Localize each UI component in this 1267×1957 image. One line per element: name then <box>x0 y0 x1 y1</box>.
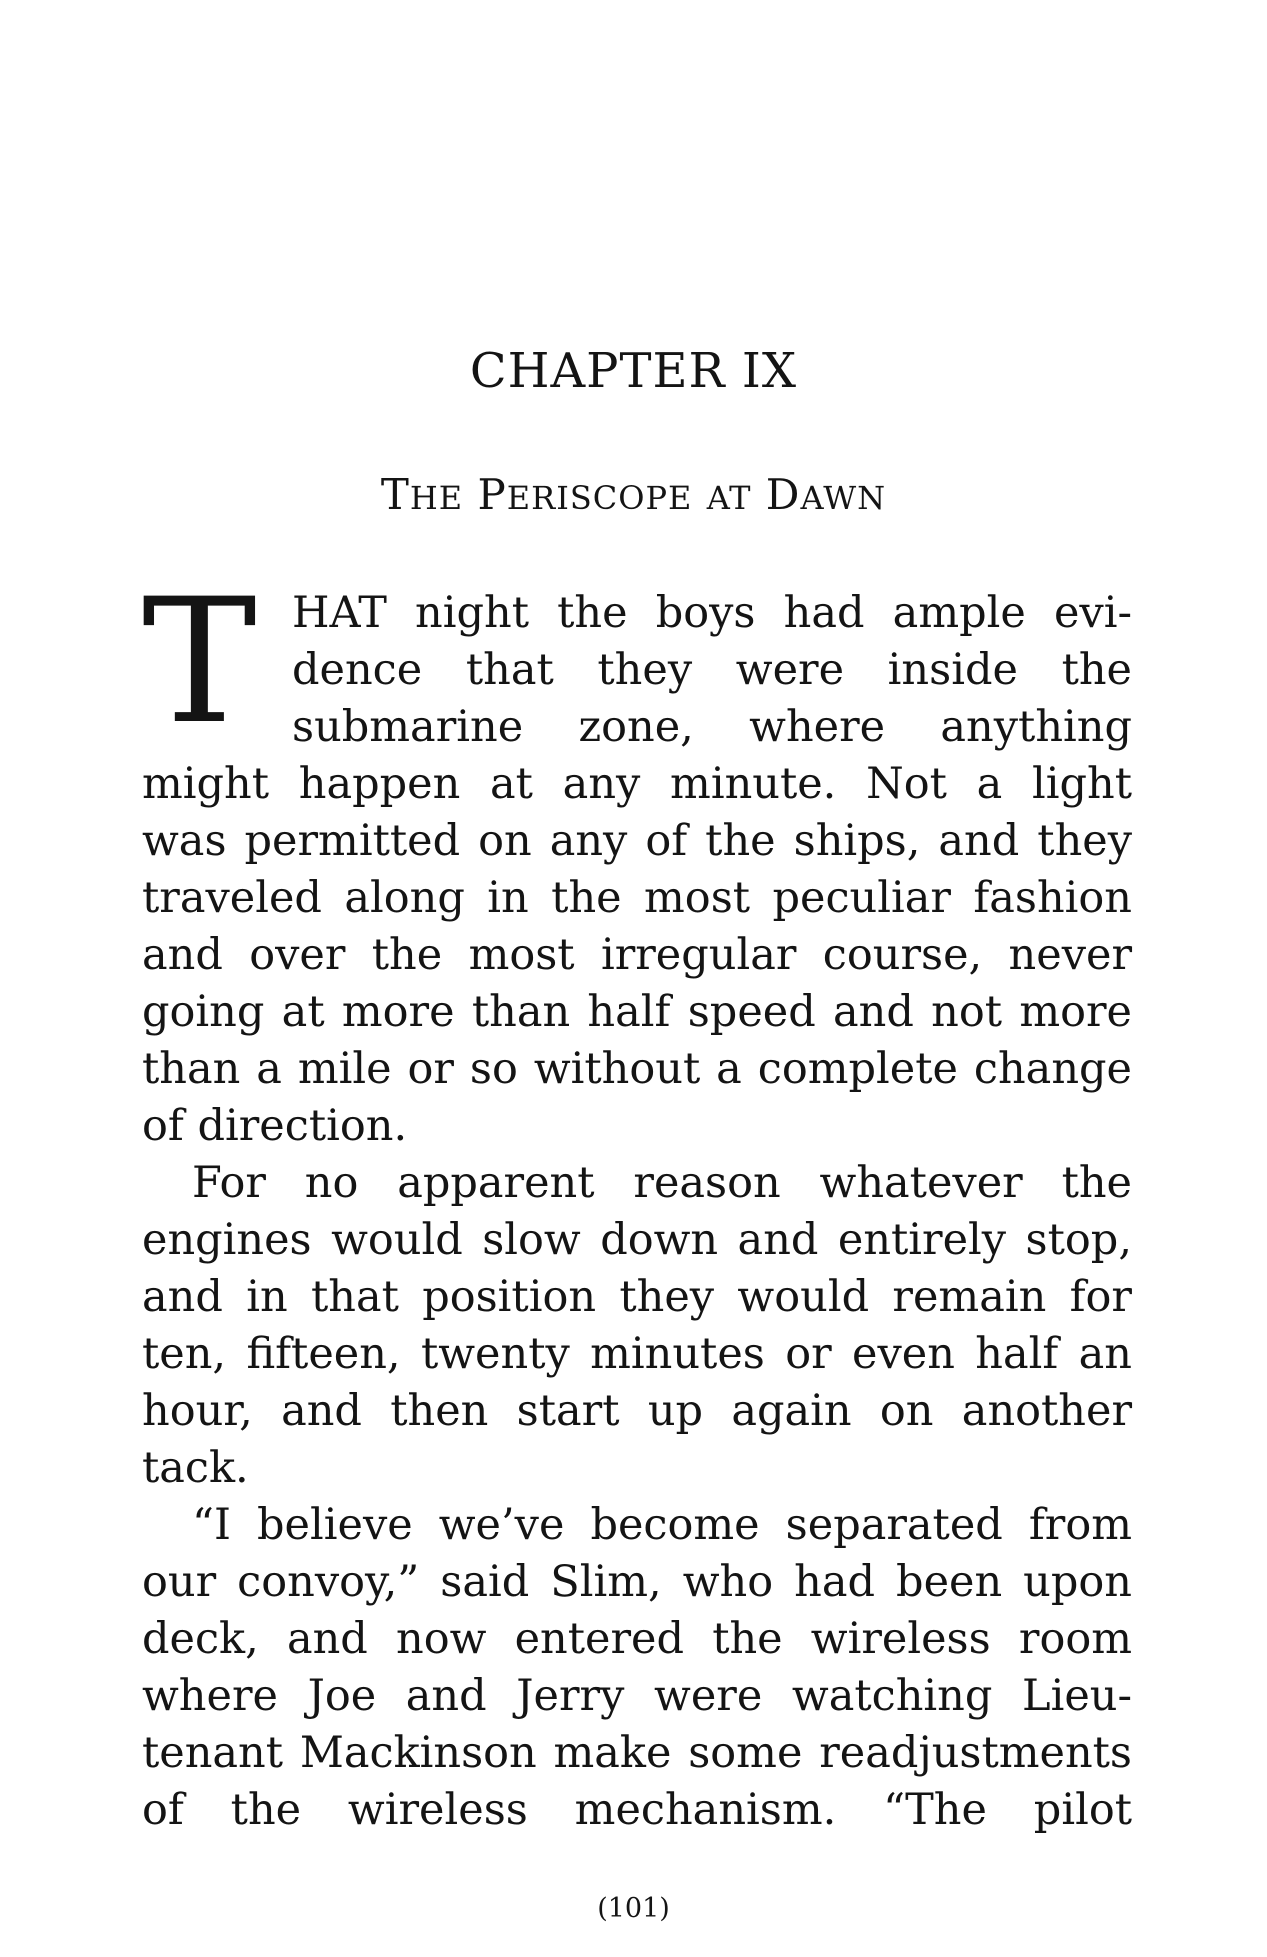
title-word: AT <box>706 479 752 517</box>
title-word: DAWN <box>765 470 887 519</box>
paragraph-1 <box>142 585 1132 756</box>
text-line: was permitted on any of the ships, and they <box>142 816 1132 866</box>
text-line: For no apparent reason whatever the <box>192 1158 1132 1208</box>
text-line: going at more than half speed and not more <box>142 987 1132 1037</box>
text-line: of direction. <box>142 1101 408 1151</box>
drop-cap: T <box>142 585 257 756</box>
page-number: (101) <box>597 1893 670 1924</box>
title-word: PERISCOPE <box>477 470 693 519</box>
text-line: of the wireless mechanism. “The pilot <box>142 1785 1132 1835</box>
text-line: and in that position they would remain for <box>142 1272 1132 1322</box>
text-line: tack. <box>142 1443 249 1493</box>
text-line: tenant Mackinson make some readjustments <box>142 1728 1132 1778</box>
text-line: hour, and then start up again on another <box>142 1386 1132 1436</box>
text-line: might happen at any minute. Not a light <box>142 759 1132 809</box>
text-line: than a mile or so without a complete change <box>142 1044 1132 1094</box>
text-line: and over the most irregular course, never <box>142 930 1132 980</box>
text-line: HAT night the boys had ample evi- <box>292 588 1132 638</box>
chapter-body <box>142 585 1132 1839</box>
text-line: deck, and now entered the wireless room <box>142 1614 1132 1664</box>
title-word: THE <box>380 470 464 519</box>
text-line: traveled along in the most peculiar fashion <box>142 873 1132 923</box>
text-line: submarine zone, where anything <box>292 702 1132 752</box>
text-line: ten, fifteen, twenty minutes or even half an <box>142 1329 1132 1379</box>
text-line: where Joe and Jerry were watching Lieu- <box>142 1671 1132 1721</box>
text-line: dence that they were inside the <box>292 645 1132 695</box>
chapter-heading: CHAPTER IX <box>469 343 798 399</box>
chapter-title <box>0 470 1267 519</box>
text-line: our convoy,” said Slim, who had been upon <box>142 1557 1132 1607</box>
text-line: “I believe we’ve become separated from <box>192 1500 1132 1550</box>
text-line: engines would slow down and entirely stop, <box>142 1215 1132 1265</box>
